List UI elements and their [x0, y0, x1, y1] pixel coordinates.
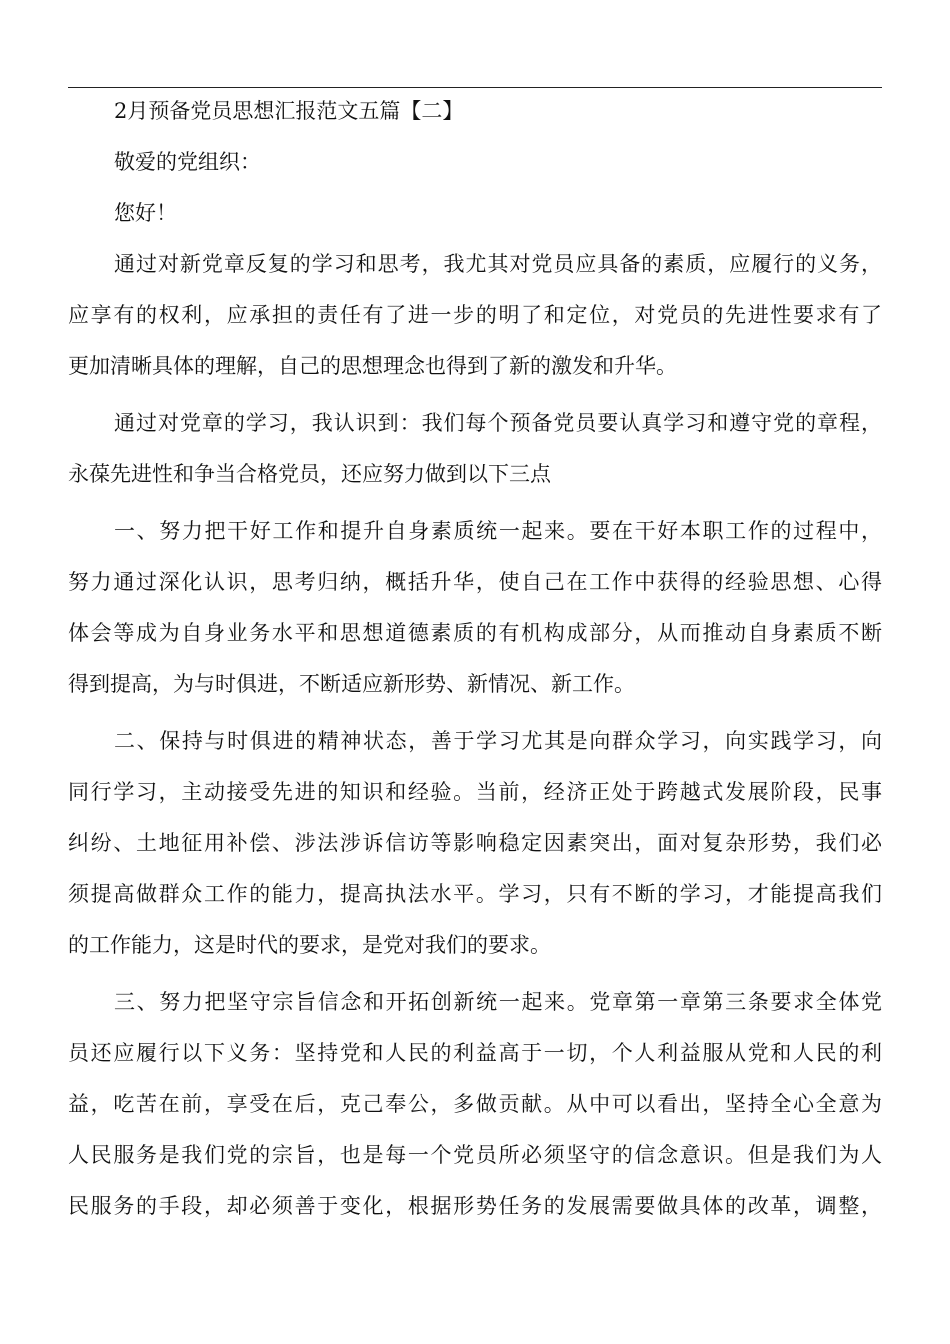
paragraph-line: 同行学习，主动接受先进的知识和经验。当前，经济正处于跨越式发展阶段，民事 — [68, 780, 882, 804]
paragraph-line: 体会等成为自身业务水平和思想道德素质的有机构成部分，从而推动自身素质不断 — [68, 621, 882, 645]
paragraph-line: 人民服务是我们党的宗旨，也是每一个党员所必须坚守的信念意识。但是我们为人 — [68, 1143, 882, 1167]
paragraph-line: 三、努力把坚守宗旨信念和开拓创新统一起来。党章第一章第三条要求全体党 — [114, 990, 882, 1014]
paragraph-line: 努力通过深化认识，思考归纳，概括升华，使自己在工作中获得的经验思想、心得 — [68, 570, 882, 594]
paragraph-line: 更加清晰具体的理解，自己的思想理念也得到了新的激发和升华。 — [68, 354, 677, 378]
paragraph-line: 须提高做群众工作的能力，提高执法水平。学习，只有不断的学习，才能提高我们 — [68, 882, 882, 906]
paragraph-line: 的工作能力，这是时代的要求，是党对我们的要求。 — [68, 933, 551, 957]
document-title: 2月预备党员思想汇报范文五篇【二】 — [114, 99, 464, 123]
document-body — [68, 96, 882, 1218]
salutation: 敬爱的党组织： — [114, 150, 261, 174]
paragraph-line: 一、努力把干好工作和提升自身素质统一起来。要在干好本职工作的过程中， — [114, 519, 882, 543]
paragraph-line: 永葆先进性和争当合格党员，还应努力做到以下三点 — [68, 462, 551, 486]
paragraph-line: 员还应履行以下义务：坚持党和人民的利益高于一切，个人利益服从党和人民的利 — [68, 1041, 882, 1065]
paragraph-line: 通过对新党章反复的学习和思考，我尤其对党员应具备的素质，应履行的义务， — [114, 252, 882, 276]
paragraph-line: 纠纷、土地征用补偿、涉法涉诉信访等影响稳定因素突出，面对复杂形势，我们必 — [68, 831, 882, 855]
paragraph-line: 益，吃苦在前，享受在后，克己奉公，多做贡献。从中可以看出，坚持全心全意为 — [68, 1092, 882, 1116]
paragraph-5 — [68, 990, 882, 1218]
header-rule — [68, 87, 882, 88]
paragraph-4 — [68, 729, 882, 957]
paragraph-line: 得到提高，为与时俱进，不断适应新形势、新情况、新工作。 — [68, 672, 635, 696]
paragraph-line: 民服务的手段，却必须善于变化，根据形势任务的发展需要做具体的改革，调整， — [68, 1194, 882, 1218]
paragraph-line: 应享有的权利，应承担的责任有了进一步的明了和定位，对党员的先进性要求有了 — [68, 303, 882, 327]
paragraph-3 — [68, 519, 882, 696]
paragraph-line: 通过对党章的学习，我认识到：我们每个预备党员要认真学习和遵守党的章程， — [114, 411, 882, 435]
paragraph-line: 二、保持与时俱进的精神状态，善于学习尤其是向群众学习，向实践学习，向 — [114, 729, 882, 753]
paragraph-2 — [68, 411, 882, 486]
greeting: 您好！ — [114, 201, 177, 225]
paragraph-1 — [68, 252, 882, 378]
